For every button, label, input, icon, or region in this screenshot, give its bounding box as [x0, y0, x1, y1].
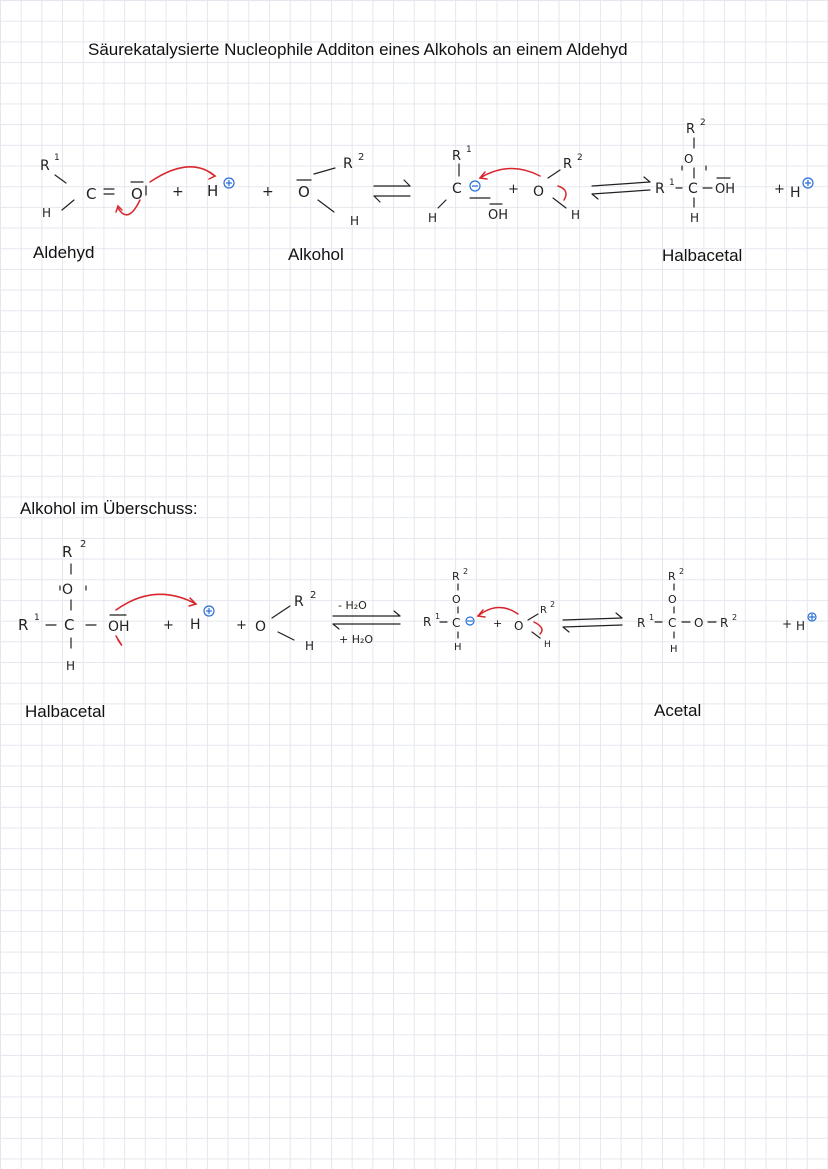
section-heading: Alkohol im Überschuss:: [20, 499, 198, 518]
svg-text:H: H: [544, 640, 551, 650]
svg-text:R: R: [686, 122, 696, 137]
oxonium-intermediate: [428, 145, 508, 225]
svg-text:+: +: [508, 182, 519, 197]
svg-text:OH: OH: [715, 182, 736, 197]
svg-text:H: H: [428, 211, 438, 225]
nucleophilic-attack-arrow: [480, 168, 540, 178]
label-halbacetal: Halbacetal: [662, 246, 743, 265]
svg-text:+: +: [236, 618, 247, 633]
alcohol-structure: [297, 152, 364, 228]
svg-text:O: O: [298, 183, 310, 201]
protonation-arrow-2: [116, 594, 196, 610]
svg-text:R: R: [18, 616, 29, 634]
svg-text:R: R: [655, 181, 665, 197]
svg-text:+: +: [262, 184, 274, 200]
svg-text:R: R: [423, 615, 432, 629]
alcohol-nucleophile-2: [514, 600, 555, 650]
svg-text:2: 2: [80, 539, 87, 550]
svg-text:R: R: [343, 156, 353, 172]
svg-text:+: +: [163, 618, 174, 633]
svg-text:2: 2: [577, 153, 583, 163]
svg-text:R: R: [668, 570, 676, 583]
hemiacetal-structure-2: [18, 539, 130, 673]
svg-text:1: 1: [34, 613, 40, 623]
svg-text:C: C: [86, 185, 97, 203]
svg-text:OH: OH: [488, 208, 509, 223]
svg-text:1: 1: [669, 178, 675, 188]
svg-text:H: H: [42, 206, 52, 220]
svg-text:C: C: [64, 616, 75, 634]
svg-text:O: O: [452, 593, 461, 606]
svg-text:1: 1: [435, 612, 441, 621]
equilibrium-arrow: [563, 613, 622, 632]
arrow-label-top: - H₂O: [338, 599, 367, 612]
alcohol-nucleophile: [533, 153, 583, 222]
svg-text:C: C: [668, 616, 677, 630]
svg-text:1: 1: [466, 145, 472, 155]
svg-text:2: 2: [550, 600, 556, 609]
svg-text:+: +: [774, 182, 785, 197]
svg-text:H: H: [207, 182, 219, 200]
equilibrium-arrow-water: [333, 599, 400, 646]
svg-text:+: +: [172, 184, 184, 200]
svg-text:H: H: [790, 185, 801, 201]
svg-text:O: O: [62, 582, 74, 598]
nucleophilic-attack-arrow-2: [478, 607, 518, 616]
svg-text:O: O: [533, 184, 545, 200]
svg-text:R: R: [452, 149, 462, 164]
svg-text:H: H: [690, 211, 700, 225]
svg-text:C: C: [688, 181, 698, 197]
svg-text:R: R: [720, 616, 729, 630]
svg-text:2: 2: [463, 567, 469, 576]
svg-text:R: R: [452, 570, 460, 583]
svg-text:H: H: [190, 617, 201, 633]
proton: [207, 178, 234, 200]
svg-text:C: C: [452, 616, 461, 630]
svg-text:R: R: [637, 616, 646, 630]
svg-text:O: O: [694, 616, 704, 630]
acetal-structure: [637, 567, 737, 655]
svg-text:+: +: [493, 617, 503, 630]
svg-text:O: O: [684, 152, 694, 166]
label-alkohol: Alkohol: [288, 245, 344, 264]
svg-text:2: 2: [358, 152, 365, 163]
svg-text:R: R: [40, 158, 50, 174]
svg-text:OH: OH: [108, 619, 130, 635]
label-aldehyd: Aldehyd: [33, 243, 95, 262]
svg-text:+: +: [782, 617, 793, 631]
svg-text:H: H: [66, 659, 76, 673]
svg-text:O: O: [514, 619, 524, 633]
aldehyde-structure: [40, 153, 146, 220]
svg-text:2: 2: [732, 613, 738, 622]
arrow-label-bottom: + H₂O: [339, 633, 374, 646]
svg-text:H: H: [305, 639, 315, 653]
page-title: Säurekatalysierte Nucleophile Additon eines Alkohols an einem Aldehyd: [88, 40, 628, 59]
oxonium-intermediate-2: [423, 567, 474, 653]
svg-text:H: H: [571, 208, 581, 222]
svg-text:1: 1: [649, 613, 655, 622]
svg-text:O: O: [131, 185, 143, 203]
protonation-arrow: [150, 167, 215, 182]
svg-text:H: H: [350, 214, 360, 228]
svg-text:C: C: [452, 181, 462, 197]
svg-text:O: O: [668, 593, 677, 606]
hemiacetal-structure: [655, 118, 735, 225]
svg-text:R: R: [540, 605, 547, 616]
svg-text:O: O: [255, 619, 267, 635]
svg-text:2: 2: [679, 567, 685, 576]
equilibrium-arrow: [592, 177, 650, 199]
svg-text:R: R: [294, 594, 304, 610]
label-acetal: Acetal: [654, 701, 702, 720]
svg-text:R: R: [563, 157, 573, 172]
alcohol-structure-2: [255, 590, 316, 653]
svg-text:1: 1: [54, 153, 60, 163]
label-halbacetal-2: Halbacetal: [25, 702, 106, 721]
svg-text:H: H: [796, 619, 806, 633]
svg-text:H: H: [670, 644, 678, 655]
svg-text:2: 2: [700, 118, 706, 128]
svg-text:R: R: [62, 543, 73, 561]
equilibrium-arrow: [374, 180, 410, 202]
svg-text:H: H: [454, 642, 462, 653]
svg-text:2: 2: [310, 590, 317, 601]
